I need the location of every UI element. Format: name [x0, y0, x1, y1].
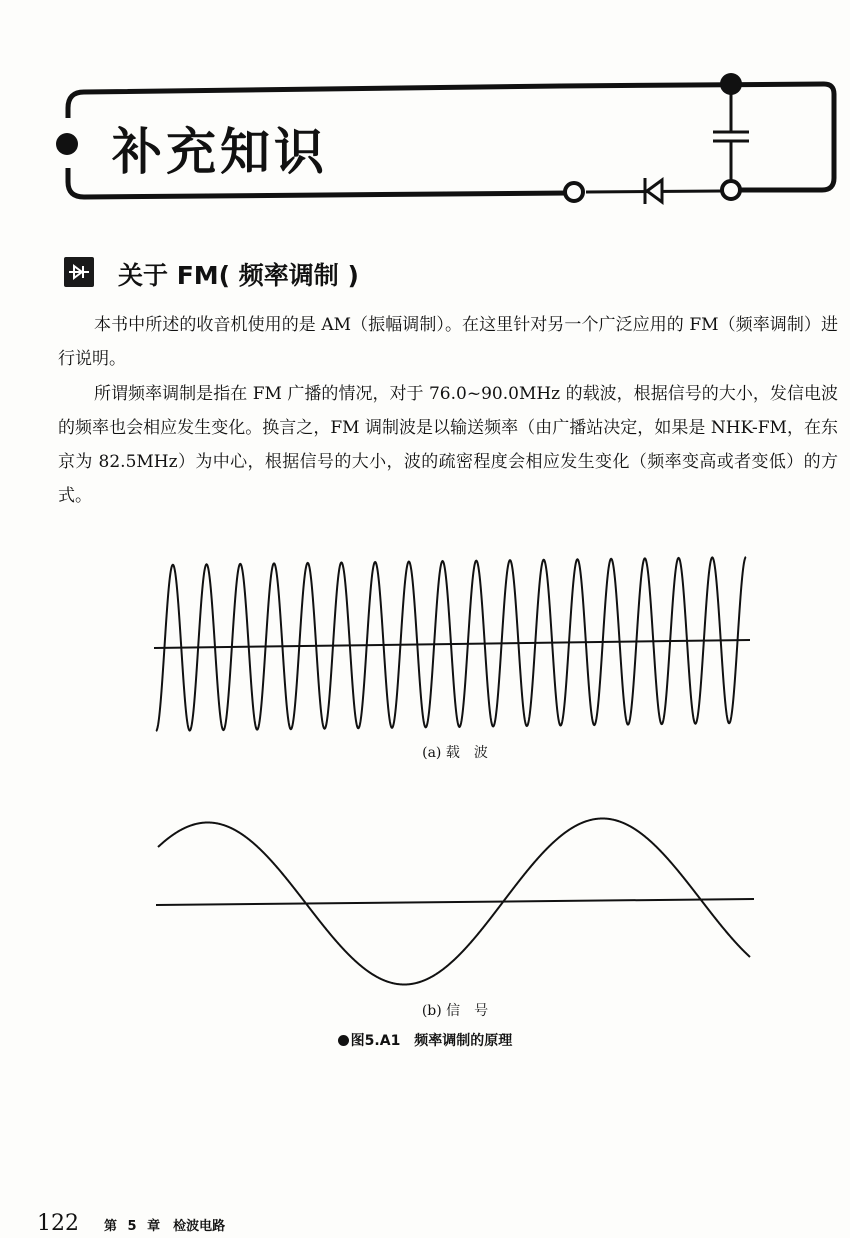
page-number: 122 [37, 1211, 79, 1236]
caption-carrier: (a) 载 波 [422, 745, 488, 761]
paragraph: 本书中所述的收音机使用的是 AM（振幅调制）。在这里针对另一个广泛应用的 FM（频率调制）进行说明。 [58, 315, 838, 369]
bullet-icon [338, 1035, 349, 1046]
caption-signal: (b) 信 号 [421, 1003, 489, 1019]
terminal-left [565, 183, 583, 201]
header-title: 补充知识 [112, 123, 328, 181]
section-title: 关于 FM( 频率调制 ) [118, 261, 359, 290]
left-node-dot [56, 133, 78, 155]
paragraph: 所谓频率调制是指在 FM 广播的情况，对于 76.0~90.0MHz 的载波，根据信号的大小，发信电波的频率也会相应发生变化。换言之，FM 调制波是以输送频率（由广播站决定，如果是 NHK-FM，在东京为 82.5MHz）为中心，根据信号的大小，波的疏密程度会相应发生变化（频率变高或者变低）的方式。 [58, 384, 838, 506]
chapter-label: 第 5 章 检波电路 [104, 1219, 226, 1234]
terminal-right [722, 181, 740, 199]
carrier-wave-chart [0, 540, 850, 745]
signal-wave-chart [0, 810, 850, 1000]
baseline [156, 899, 754, 905]
diode-triangle [647, 180, 662, 202]
diode-section-icon [64, 257, 94, 287]
figure-title-text: 图5.A1 频率调制的原理 [350, 1033, 513, 1049]
wave-series [156, 557, 746, 731]
figure-title [200, 1030, 650, 1050]
